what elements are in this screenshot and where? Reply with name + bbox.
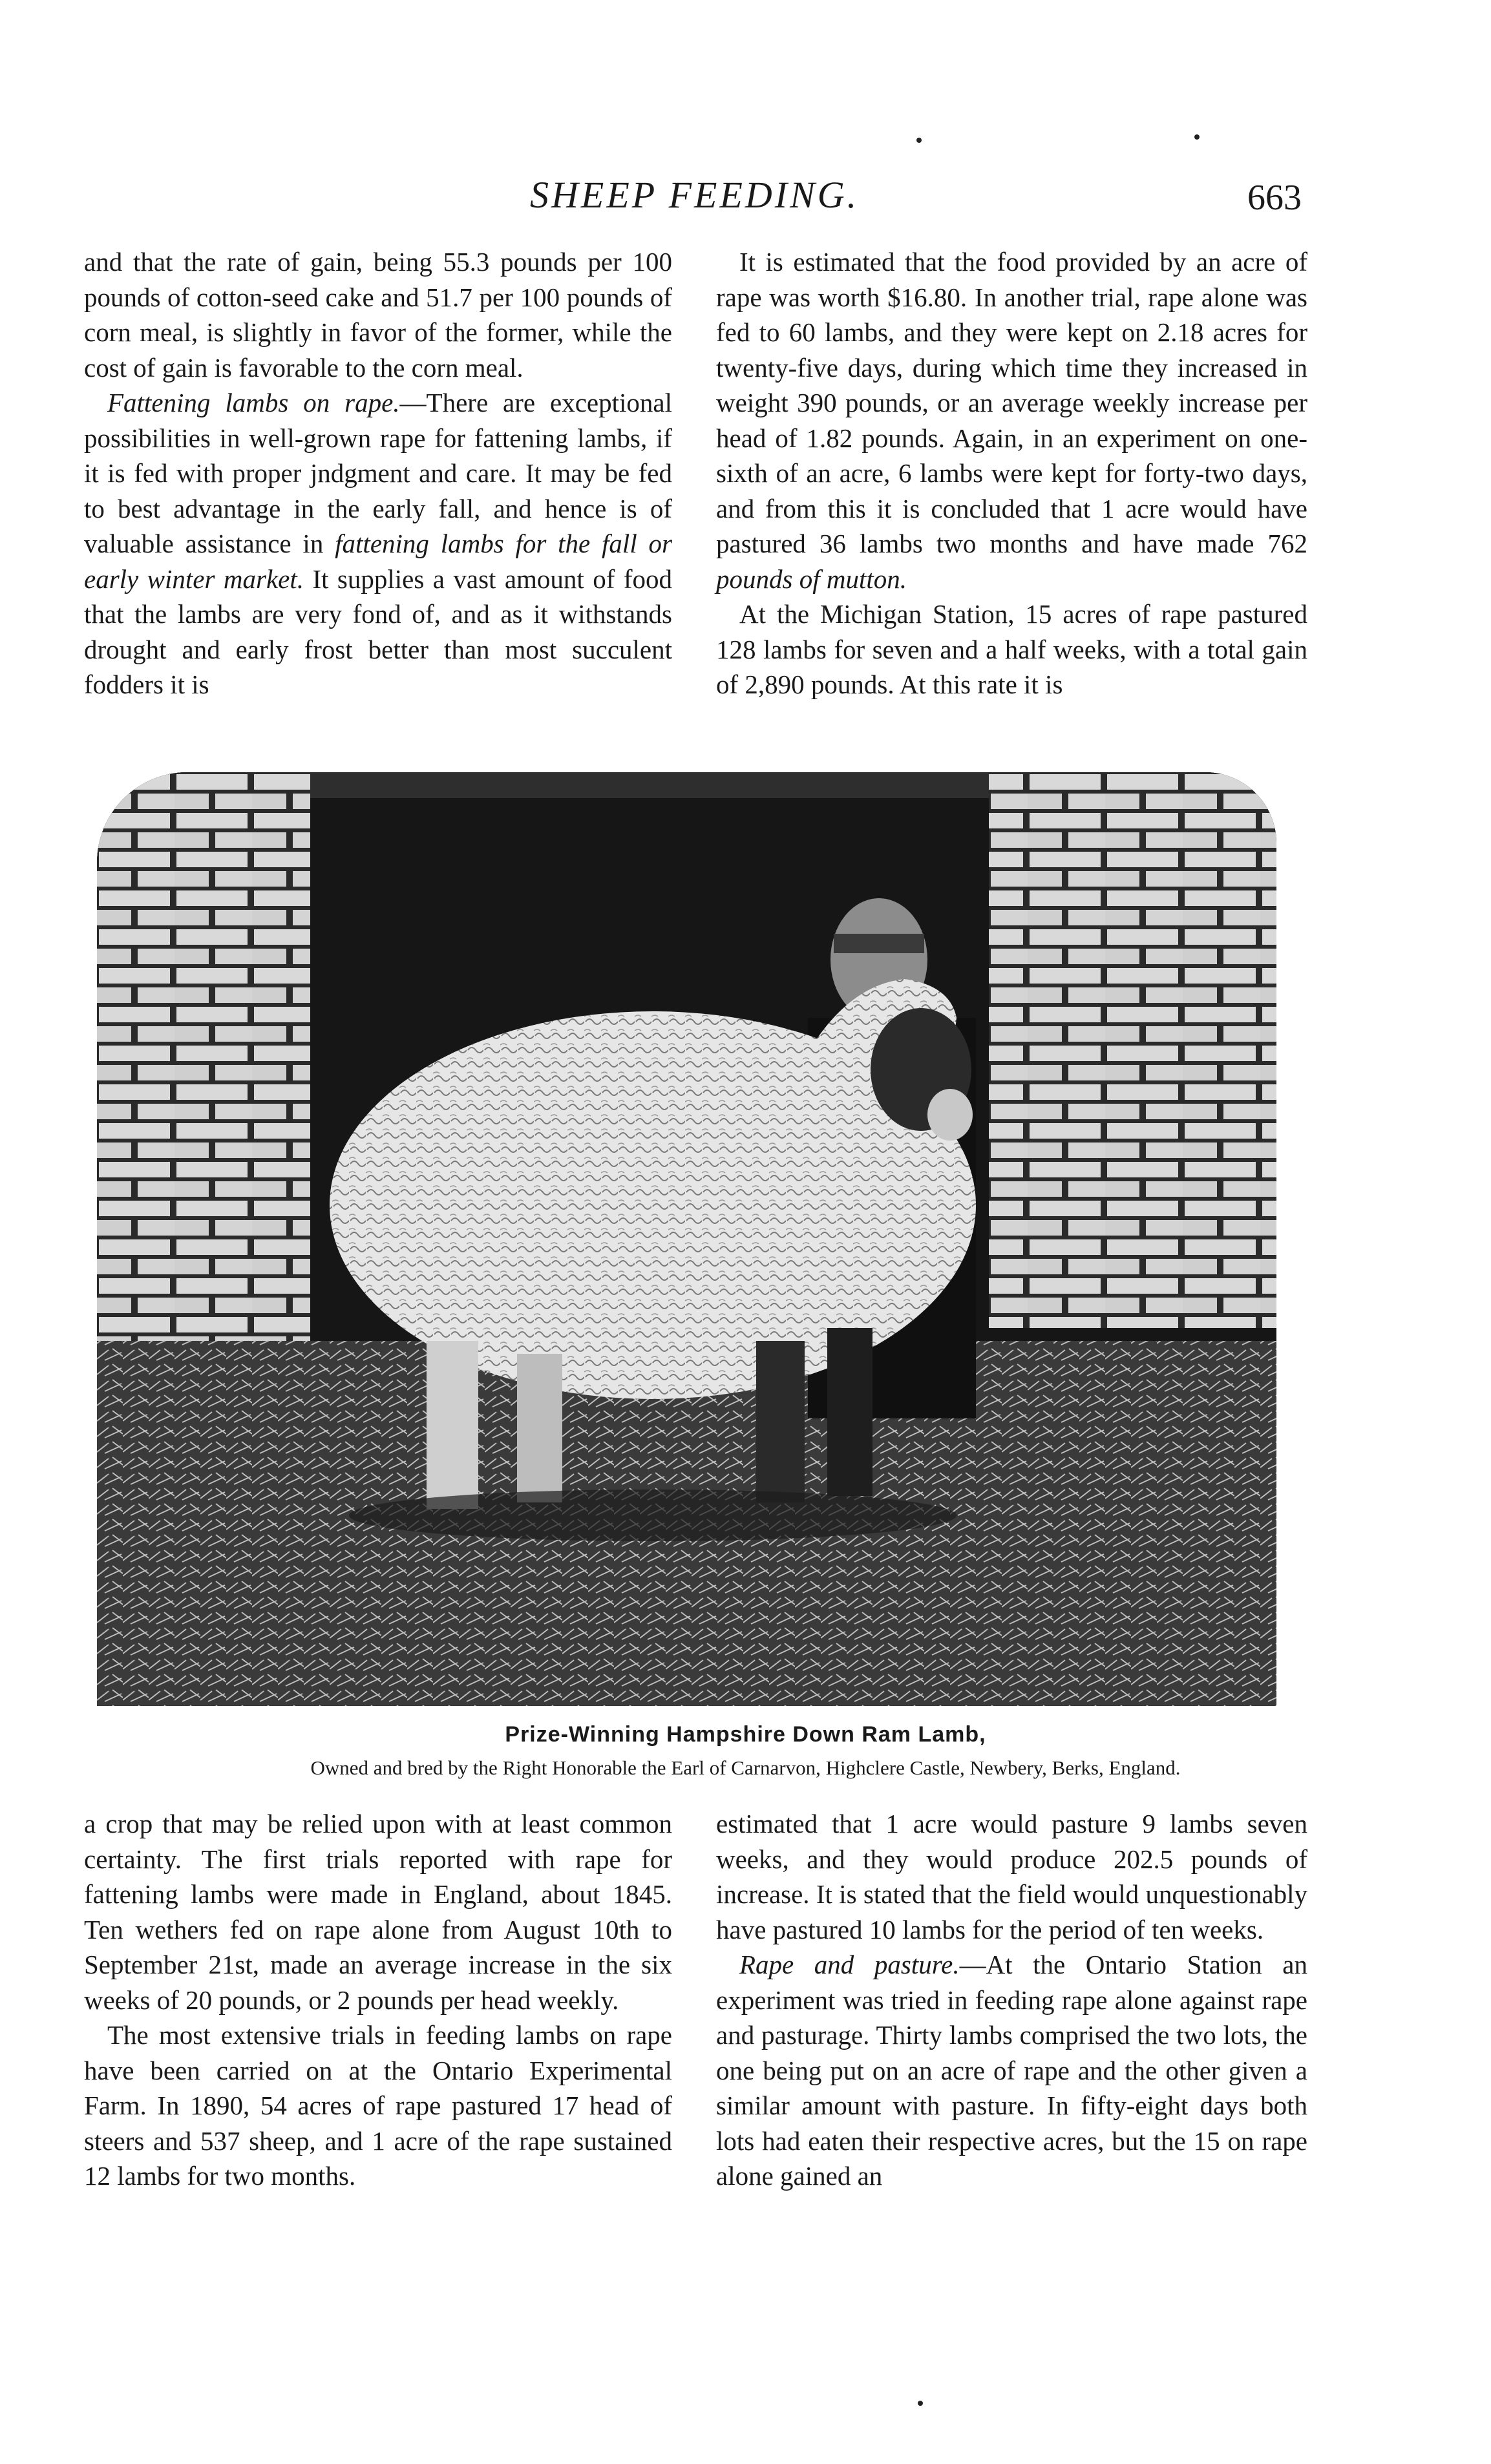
italic-phrase: pounds of mutton. [716,563,907,594]
running-head [0,173,1491,225]
paragraph: The most extensive trials in feeding lambs on rape have been carried on at the Ontario Experimental Farm. In 1890, 54 acres of rape pastured 17 head of steers and 537 sheep, and 1 acre of the rape sustained 12 lambs for two months. [84,2020,672,2191]
paragraph: estimated that 1 acre would pasture 9 lambs seven weeks, and they would produce 202.5 pounds of increase. It is stated that the field would unquestionably have pastured 10 lambs for the period of ten weeks. [716,1809,1307,1944]
column-bottom-right [716,1806,1307,2194]
italic-phrase: fattening lambs for the fall or early winter market. [84,529,672,594]
paragraph-text: It supplies a vast amount of food that the lambs are very fond of, and as it withstands drought and early frost better than most succulent fodders it is [84,563,672,699]
print-speck [916,138,922,143]
column-top-right [716,244,1307,702]
paragraph: and that the rate of gain, being 55.3 pounds per 100 pounds of cotton-seed cake and 51.7 per 100 pounds of corn meal, is slightly in favor of the former, while the cost of gain is favorable to the corn meal. [84,247,672,383]
run-in-heading: Rape and pasture. [739,1950,960,1979]
paragraph: a crop that may be relied upon with at least common certainty. The first trials reported with rape for fattening lambs were made in England, about 1845. Ten wethers fed on rape alone from August 10th to September 21st, made an average increase in the six weeks of 20 pounds, or 2 pounds per head weekly. [84,1809,672,2015]
paragraph [716,244,1307,596]
em-dash: — [399,388,427,417]
paragraph-text: It is estimated that the food provided by an acre of rape was worth $16.80. In another trial, rape alone was fed to 60 lambs, and they were kept on 2.18 acres for twenty-five days, during which time they increased in weight 390 pounds, or an average weekly increase per head of 1.82 pounds. Again, in an experiment on one-sixth of an acre, 6 lambs were kept for forty-two days, and from this it is concluded that 1 acre would have pastured 36 lambs two months and have made 762 [716,247,1307,558]
em-dash: — [959,1950,986,1979]
running-title: SHEEP FEEDING. [530,174,860,216]
print-speck [918,2401,923,2406]
page-number: 663 [1247,178,1302,218]
column-bottom-left [84,1806,672,2194]
print-speck [1194,134,1200,140]
run-in-heading: Fattening lambs on rape. [107,388,400,417]
paragraph: At the Michigan Station, 15 acres of rape pastured 128 lambs for seven and a half weeks, with a total gain of 2,890 pounds. At this rate it is [716,599,1307,699]
figure-caption-title: Prize-Winning Hampshire Down Ram Lamb, [505,1722,986,1747]
photo-plate [97,772,1276,1706]
column-top-left [84,244,672,702]
paragraph [84,385,672,702]
paragraph [716,1947,1307,2194]
ram-lamb-photo [97,772,1276,1706]
paragraph-text: There are exceptional possibilities in well-grown rape for fattening lambs, if it is fed with proper jndgment and care. It may be fed to best advantage in the early fall, and hence is of valuable assistance in [84,388,672,558]
paragraph-text: At the Ontario Station an experiment was tried in feeding rape alone against rape and pasturage. Thirty lambs comprised the two lots, the one being put on an acre of rape and the other given a similar amount with pasture. In fifty-eight days both lots had eaten their respective acres, but the 15 on rape alone gained an [716,1950,1307,2191]
figure-caption-subtitle: Owned and bred by the Right Honorable the Earl of Carnarvon, Highclere Castle, Newbery, Berks, England. [310,1756,1181,1779]
